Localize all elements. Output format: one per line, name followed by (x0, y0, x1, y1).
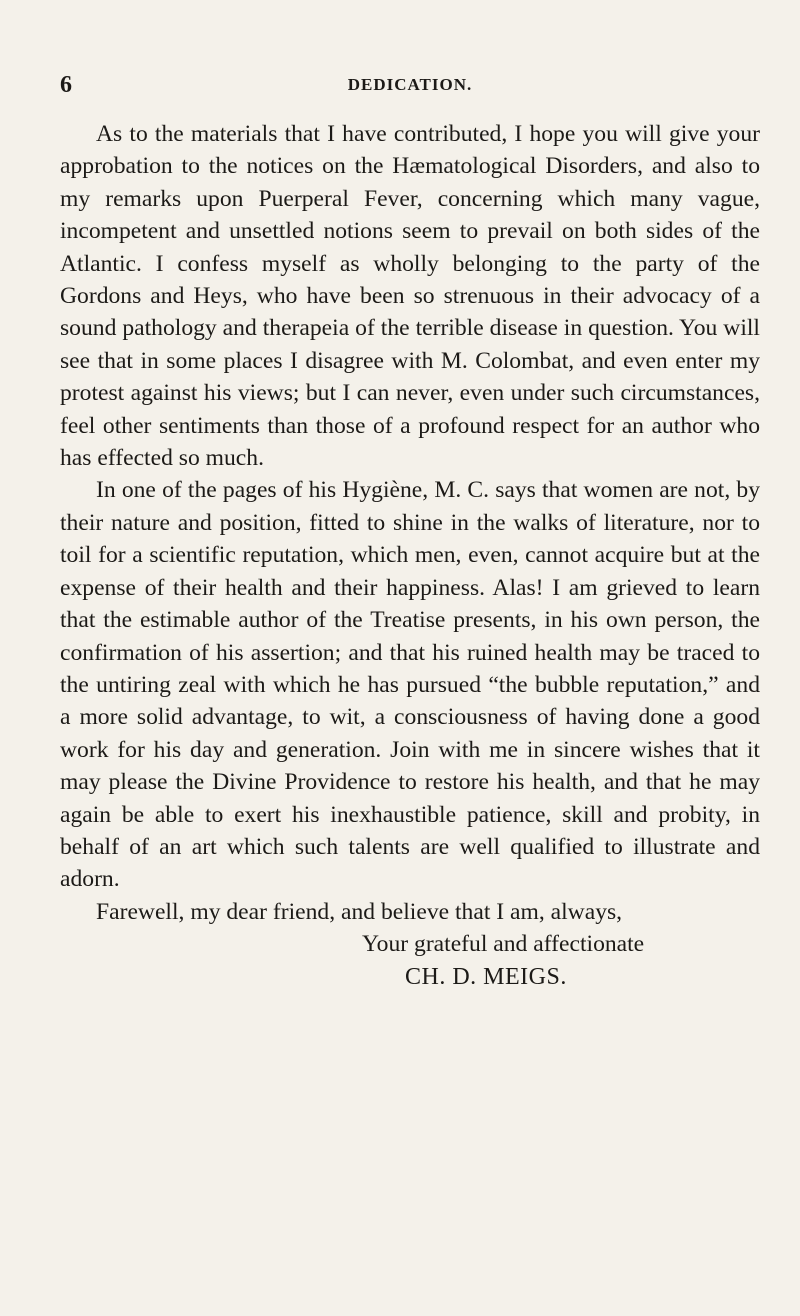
farewell-line: Farewell, my dear friend, and believe that I am, always, (96, 898, 623, 925)
paragraph: In one of the pages of his Hygiène, M. C. says that women are not, by their nature and position, fitted to shine in the walks of literature, nor to toil for a scientific reputation, which men, even, cannot acquire but at the expense of their health and their happiness. Alas! I am grieved to learn that the estimable author of the Treatise presents, in his own person, the confirmation of his assertion; and that his ruined health may be traced to the untiring zeal with which he has pursued “the bubble reputation,” and a more solid advantage, to wit, a consciousness of having done a good work for his day and generation. Join with me in sincere wishes that it may please the Divine Providence to restore his health, and that he may again be able to exert his inexhaustible patience, skill and probity, in behalf of an art which such talents are well qualified to illustrate and adorn. (60, 477, 760, 893)
signature: CH. D. MEIGS. (405, 963, 567, 990)
running-head: DEDICATION. (347, 75, 473, 94)
body-text (60, 118, 760, 993)
page-header (60, 72, 760, 102)
signoff-line: Your grateful and affectionate (362, 931, 645, 958)
page-number: 6 (60, 72, 72, 98)
paragraph: As to the materials that I have contributed, I hope you will give your approbation to the notices on the Hæmatological Disorders, and also to my remarks upon Puerperal Fever, concerning which many vague, incompetent and unsettled notions seem to prevail on both sides of the Atlantic. I confess myself as wholly belonging to the party of the Gordons and Heys, who have been so strenuous in their advocacy of a sound pathology and therapeia of the terrible disease in question. You will see that in some places I disagree with M. Colombat, and even enter my protest against his views; but I can never, even under such circumstances, feel other sentiments than those of a profound respect for an author who has effected so much. (60, 121, 760, 472)
